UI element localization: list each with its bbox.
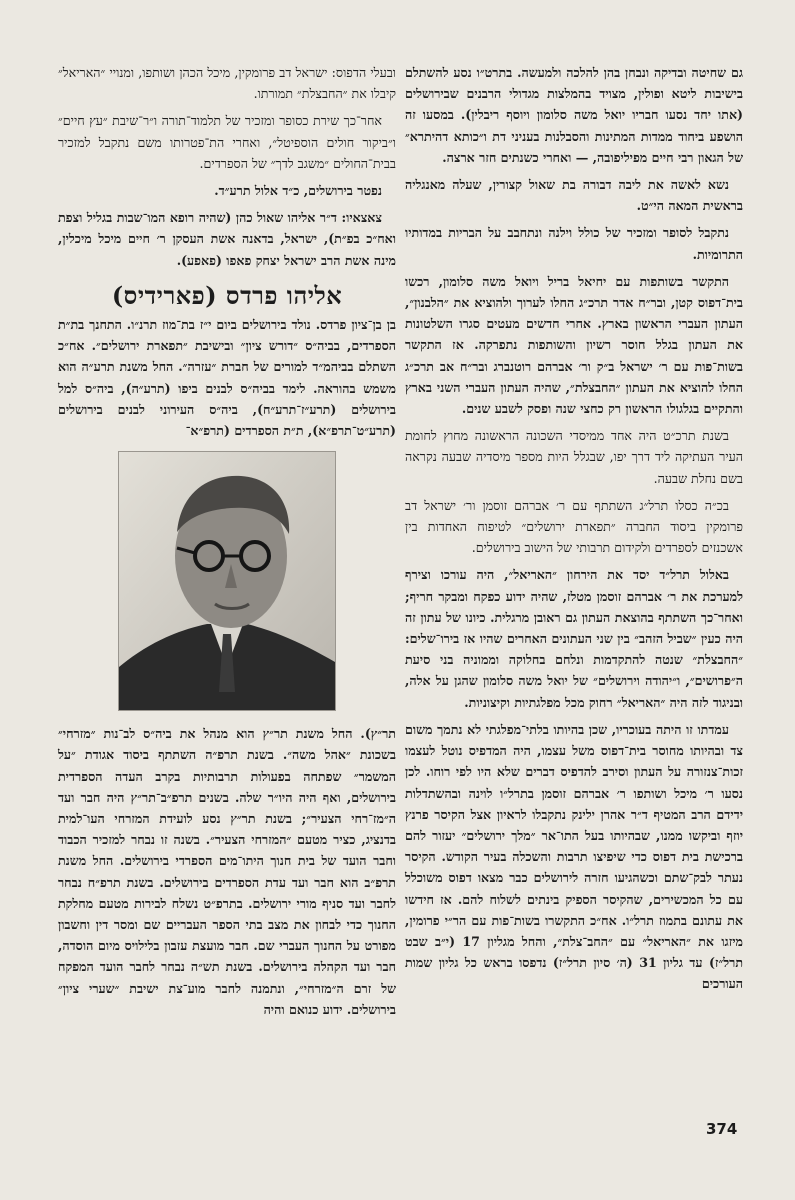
paragraph-4: התקשר בשותפות עם יחיאל בריל ויואל משה סלומון, רכשו בית־דפוס קטן, ובר״ח אדר תרכ״ג החלו לערוך ולהוציא את ״הלבנון״, העתון העברי הראשון בארץ. אחרי חדשים מעטים סגרו השלטונות את העתון בגלל חוסר רשיון והשותפות נתפרקה. אז התקשר בשות־פות עם ר׳ ישראל ב״ק ור׳ אברהם רוטנברג ובר״ח אב תרכ״ג החלו להוציא את העתון ״החבצלת״, שהיה העתון העברי השני בארץ והתקיים בגלגולו הראשון רק כחצי שנה ופסק לשבע שנים. xyxy=(405,273,743,417)
entry-body: תר״ץ). החל משנת תר״ץ הוא מנהל את ביה״ס לב־נות ״מזרחי״ בשכונת ״אהל משה״. בשנת תרפ״ה השתתף ביסוד אגודת ״על המשמר״ שפתחה בפעולות תרבותיות בקרב העדה הספרדית בירושלים, ואף היה היו״ר שלה. בשנים תרפ״ב־תר״ץ היה חבר ועד ה״מז־רחי הצעיר״; בשנת תר״ץ נסע לועידת המזרחי העו־למית בדנציג, כציר מטעם ״המזרחי הצעיר״. בשנה זו נבחר למזכיר הכבוד וחבר הועד של בית חנוך היתו־מים הספרדי בירושלים. החל משנת תרפ״ב הוא חבר ועד עדת הספרדים בירושלים. בשנת תרפ״ח נבחר לחבר ועד סניף מורי ירושלים. בתרפ״ט נשלח לבירות מטעם מחלקת החנוך כדי לבחון את מצב בתי הספר העבריים שם ומסר דין וחשבון מפורט על החנוך העברי שם. חבר מועצת עזבון בלילויס מיום הוסדה, חבר ועד הקהלה בירושלים. בשנת תש״ה נבחר לחבר הועד המפקח של זרם ה״מזרחי״, ונתמנה לחבר מוע־צת ישיבת ״שערי ציון״ בירושלים. ידוע כנואם והיה xyxy=(58,726,396,1017)
paragraph-2: נשא לאשה את ליבה דבורה בת שאול קצורין, שעלה מאנגליה בראשית המאה הי״ט. xyxy=(405,177,743,214)
portrait-photo xyxy=(118,451,336,711)
paragraph-3: נתקבל לסופר ומזכיר של כולל וילנה ונתחבב על הבריות במדותיו התרומיות. xyxy=(405,225,743,262)
descendants-paragraph: צאצאיו: ד״ר אליהו שאול כהן (שהיה רופא המו־שבות בגליל וצפת ואח״כ בפ״ת), ישראל, בדאנה אשת העסקן ר׳ חיים מיכל מיכלין, מינה אשת הרב ישראל יצחק פאפו (פאפע). xyxy=(58,210,396,268)
left-column xyxy=(58,62,396,1026)
death-date: נפטר בירושלים, כ״ד אלול תרע״ד. xyxy=(214,183,382,199)
paragraph-8: עמדתו זו היתה בעוכריו, שכן בהיותו בלתי־מפלגתי לא נתמך משום צד ובהיותו מחוסר בית־דפוס משל עצמו, היה המדפיס נוטל לעצמו זכות־צנזורה על העתון וסירב להדפיס דברים שלא היו לפי רוחו. לכן נסעו ר׳ מיכל ושותפו ר׳ אברהם זוסמן בתרל״ו לוינה ובהשתדלות ידידם הרב המטיף ד״ר אהרן ילינק נתקבלו לראיון אצל הקיסר פרנץ יוזף וביקשו ממנו, שבהיותו בעל התו־אר ״מלך ירושלים״ יעזור להם ברכישת בית דפוס כדי שיפיצו תרבות והשכלה בעיר הקודש. הקיסר נעתר לבק־שתם וכשהגיעו חזרה לירושלים כבר מצאו דפוס משוכלל עם כל המכשירים, שהקיסר הספיק בינתים לשלוח להם. אז חידשו את עתונם בתמוז תרל״ו. אח״כ התקשרו בשות־פות עם הר״י פרומין, מיזגו את ״האריאל״ עם ״החב־צלת״, והחל מגליון 17 (י״ב שבט תרל״ז) עד גליון 31 (ה׳ סיון תרל״ז) נדפסו בראש כל גליון שמות העורכים xyxy=(405,721,743,992)
paragraph-10: אחר־כך שירת כסופר ומזכיר של תלמוד־תורה ו״ר־שיבת ״עץ חיים״ ו״ביקור חולים הוספיטל״, ואחרי הת־פטרותו משם נתקבל למזכיר בבית־החולים ״משגב לדך״ של הספרדים. xyxy=(58,113,396,171)
paragraph-5: בשנת תרכ״ט היה אחד ממיסדי השכונה הראשונה מחוץ לחומת העיר העתיקה ליד דרך יפו, שבגלל היות מספר מיסדיה שבעה נקראה בשם נחלת שבעה. xyxy=(405,428,743,486)
paragraph-1: גם שחיטה ובדיקה ונבחן בהן להלכה ולמעשה. בתרט״ו נסע להשתלם בישיבות ליטא ופולין, מצויד בהמלצות מגדולי הרבנים שבירושלים (אתו יחד נסעו חבריו יואל משה סלומון ויוסף ריבלין). במסעו זה הושפע ביחוד ממדות המתינות והסבלנות בעניני דת ו״כותא דהיתרא״ של הגאון רבי חיים מפיליפובה, — ואחרי כשנתים חזר ארצה. xyxy=(405,65,743,165)
entry-intro: בן בן־ציון פרדס. נולד בירושלים ביום י״ז בת־מוז תרנ״ו. התחנך בת״ת הספרדים, בביה״ס ״דורש ציון״ ובישיבת ״תפארת ירושלים״. אח״כ השתלם בביהמ״ד למורים של חברת ״עזרה״. החל משנת תרע״ה הוא משמש בהוראה. לימד בביה״ס לבנים ביפו (תרע״ה), ביה״ס למל בירושלים (תרע״ז־תרע״ח), ביה״ס העירוני לבנים בירושלים (תרע״ט־תרפ״א), ת״ת הספרדים (תרפ״א־ xyxy=(58,317,396,439)
paragraph-7: באלול תרל״ד יסד את הירחון ״האריאל״, היה עורכו וצירף למערכת את ר׳ אברהם זוסמן מטלז, שהיה ידוע כפקח ומבקר חריף; ואחר־כך השתתף בהוצאת העתון גם ראובן מרגלית. כיונו של עתון זה היה כעין ״שביל הזהב״ בין שני העתונים האחרים שהיו אז בירו־שלים: ״החבצלת״ שנטה להתקדמות ונלחם בחלוקה וממוניה בני סיעת ה״פרושים״, ו״יהודה וירושלים״ של יואל משה סלומון שהגן על אלה, ובניגוד לזה היה ״האריאל״ רחוק מכל מפלגתיות וקיצוניות. xyxy=(405,567,743,710)
page-number: 374 xyxy=(706,1120,738,1138)
right-column xyxy=(405,62,743,1001)
paragraph-9: ובעלי הדפוס: ישראל דב פרומקין, מיכל הכהן ושותפו, ומנויי ״האריאל״ קיבלו את ״החבצלת״ תמורתו. xyxy=(58,65,396,102)
paragraph-6: בכ״ה כסלו תרל״ג השתתף עם ר׳ אברהם זוסמן ור׳ ישראל דב פרומקין ביסוד החברה ״תפארת ירושלים״ לטיפוח האחדות בין אשכנזים לספרדים ולקידום תרבותי של הישוב בירושלים. xyxy=(405,497,743,556)
entry-heading: אליהו פרדס (פארידיס) xyxy=(111,280,343,310)
